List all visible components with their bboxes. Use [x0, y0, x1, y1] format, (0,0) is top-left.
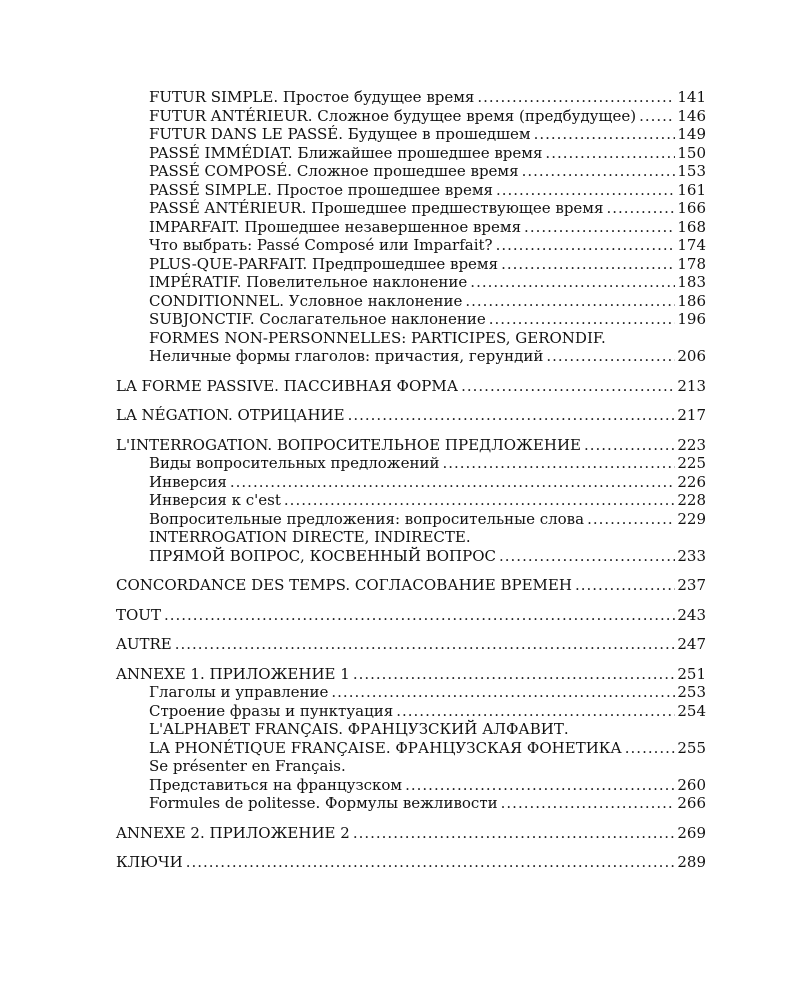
toc-section-entry — [0, 635, 800, 654]
toc-dot-leader — [522, 162, 676, 181]
toc-dot-leader — [353, 824, 676, 843]
toc-dot-leader — [442, 454, 675, 473]
toc-entry-title: Formules de politesse. Формулы вежливости — [149, 794, 498, 812]
toc-entry-title: Неличные формы глаголов: причастия, герундий — [149, 347, 544, 365]
toc-entry-title: SUBJONCTIF. Сослагательное наклонение — [149, 310, 486, 328]
toc-subsection-entry — [0, 292, 800, 311]
toc-page-number: 217 — [677, 406, 706, 424]
toc-subsection-entry — [0, 739, 800, 758]
toc-subsection-entry — [0, 757, 800, 776]
toc-subsection-entry — [0, 107, 800, 126]
toc-subsection-entry — [0, 347, 800, 366]
toc-entry-title: КЛЮЧИ — [116, 853, 183, 871]
toc-subsection-entry — [0, 473, 800, 492]
toc-dot-leader — [353, 665, 676, 684]
toc-dot-leader — [575, 576, 675, 595]
toc-subsection-entry — [0, 236, 800, 255]
toc-section-entry — [0, 665, 800, 684]
toc-page-number: 149 — [677, 125, 706, 143]
toc-dot-leader — [477, 88, 675, 107]
toc-entry-title: CONDITIONNEL. Условное наклонение — [149, 291, 463, 310]
toc-entry-title: IMPARFAIT. Прошедшее незавершенное время — [149, 217, 522, 236]
toc-page-number: 168 — [677, 217, 706, 236]
toc-page-number: 161 — [677, 180, 706, 199]
toc-section-entry — [0, 606, 800, 625]
toc-subsection-entry — [0, 720, 800, 739]
toc-subsection-entry — [0, 794, 800, 813]
toc-entry-title: CONCORDANCE DES TEMPS. СОГЛАСОВАНИЕ ВРЕМЕН — [116, 576, 572, 594]
toc-subsection-entry — [0, 199, 800, 218]
toc-entry-title: LA PHONÉTIQUE FRANÇAISE. ФРАНЦУЗСКАЯ ФОНЕТИКА — [149, 738, 622, 757]
toc-page-number: 196 — [677, 310, 706, 328]
toc-page-number: 251 — [677, 664, 706, 683]
toc-page-number: 223 — [677, 435, 706, 454]
toc-page-number: 260 — [677, 775, 706, 794]
toc-subsection-entry — [0, 218, 800, 237]
toc-subsection-entry — [0, 273, 800, 292]
toc-section-entry — [0, 436, 800, 455]
toc-dot-leader — [396, 702, 675, 721]
toc-subsection-entry — [0, 491, 800, 510]
toc-dot-leader — [524, 218, 675, 237]
toc-page-number: 233 — [677, 546, 706, 565]
table-of-contents — [0, 88, 800, 872]
toc-entry-title: ANNEXE 2. ПРИЛОЖЕНИЕ 2 — [116, 823, 350, 842]
toc-entry-title: INTERROGATION DIRECTE, INDIRECTE. — [149, 528, 471, 546]
toc-page-number: 146 — [677, 106, 706, 125]
toc-page-number: 178 — [677, 254, 706, 273]
toc-entry-title: Вопросительные предложения: вопросительные слова — [149, 509, 585, 528]
toc-entry-title: Что выбрать: Passé Composé или Imparfait? — [149, 236, 493, 254]
toc-dot-leader — [164, 606, 675, 625]
toc-entry-title: L'ALPHABET FRANÇAIS. ФРАНЦУЗСКИЙ АЛФАВИТ. — [149, 720, 569, 738]
toc-subsection-entry — [0, 702, 800, 721]
toc-entry-title: L'INTERROGATION. ВОПРОСИТЕЛЬНОЕ ПРЕДЛОЖЕНИЕ — [116, 435, 581, 454]
toc-page-number: 289 — [677, 853, 706, 871]
toc-entry-title: Se présenter en Français. — [149, 757, 346, 775]
toc-page-number: 174 — [677, 236, 706, 254]
toc-dot-leader — [501, 794, 676, 813]
toc-entry-title: ПРЯМОЙ ВОПРОС, КОСВЕННЫЙ ВОПРОС — [149, 546, 496, 565]
toc-page-number: 269 — [677, 823, 706, 842]
toc-dot-leader — [587, 510, 675, 529]
toc-entry-title: LA FORME PASSIVE. ПАССИВНАЯ ФОРМА — [116, 376, 459, 395]
toc-entry-title: PLUS-QUE-PARFAIT. Предпрошедшее время — [149, 254, 499, 273]
toc-page-number: 266 — [677, 794, 706, 812]
toc-dot-leader — [625, 739, 676, 758]
toc-page-number: 226 — [677, 472, 706, 491]
toc-subsection-entry — [0, 329, 800, 348]
toc-page-number: 166 — [677, 199, 706, 217]
toc-section-entry — [0, 377, 800, 396]
toc-dot-leader — [489, 310, 676, 329]
toc-page-number: 213 — [677, 376, 706, 395]
toc-entry-title: PASSÉ SIMPLE. Простое прошедшее время — [149, 180, 493, 199]
toc-entry-title: PASSÉ IMMÉDIAT. Ближайшее прошедшее время — [149, 143, 543, 162]
toc-entry-title: ANNEXE 1. ПРИЛОЖЕНИЕ 1 — [116, 664, 350, 683]
toc-page-number: 150 — [677, 143, 706, 162]
toc-dot-leader — [501, 255, 675, 274]
toc-page-number: 229 — [677, 509, 706, 528]
toc-entry-title: FUTUR SIMPLE. Простое будущее время — [149, 88, 475, 106]
toc-entry-title: FORMES NON-PERSONNELLES: PARTICIPES, GERONDIF. — [149, 328, 606, 347]
toc-subsection-entry — [0, 255, 800, 274]
toc-dot-leader — [534, 125, 676, 144]
toc-entry-title: Строение фразы и пунктуация — [149, 701, 394, 720]
toc-subsection-entry — [0, 454, 800, 473]
toc-entry-title: IMPÉRATIF. Повелительное наклонение — [149, 273, 468, 291]
toc-page-number: 247 — [677, 635, 706, 653]
toc-section-entry — [0, 406, 800, 425]
toc-subsection-entry — [0, 776, 800, 795]
toc-dot-leader — [639, 107, 675, 126]
toc-subsection-entry — [0, 547, 800, 566]
toc-page-number: 228 — [677, 491, 706, 509]
toc-entry-title: PASSÉ COMPOSÉ. Сложное прошедшее время — [149, 162, 519, 180]
toc-subsection-entry — [0, 144, 800, 163]
toc-dot-leader — [175, 635, 676, 654]
toc-section-entry — [0, 576, 800, 595]
toc-page-number: 153 — [677, 162, 706, 180]
toc-dot-leader — [584, 436, 675, 455]
toc-section-entry — [0, 824, 800, 843]
toc-dot-leader — [331, 683, 675, 702]
toc-subsection-entry — [0, 510, 800, 529]
toc-dot-leader — [496, 236, 676, 255]
toc-dot-leader — [461, 377, 675, 396]
toc-section-entry — [0, 853, 800, 872]
toc-entry-title: Глаголы и управление — [149, 683, 329, 701]
toc-page-number: 141 — [677, 88, 706, 106]
toc-page-number: 254 — [677, 701, 706, 720]
toc-page-number: 225 — [677, 454, 706, 472]
toc-page-number: 253 — [677, 683, 706, 701]
toc-subsection-entry — [0, 88, 800, 107]
toc-entry-title: Инверсия к c'est — [149, 491, 281, 509]
toc-entry-title: LA NÉGATION. ОТРИЦАНИЕ — [116, 406, 345, 424]
toc-entry-title: Представиться на французском — [149, 775, 403, 794]
toc-entry-title: TOUT — [116, 605, 161, 624]
toc-subsection-entry — [0, 683, 800, 702]
toc-subsection-entry — [0, 125, 800, 144]
toc-subsection-entry — [0, 162, 800, 181]
toc-dot-leader — [470, 273, 675, 292]
toc-dot-leader — [230, 473, 675, 492]
toc-page-number: 206 — [677, 347, 706, 365]
toc-dot-leader — [186, 853, 676, 872]
toc-dot-leader — [499, 547, 675, 566]
toc-page-number: 183 — [677, 273, 706, 291]
toc-dot-leader — [348, 406, 676, 425]
toc-subsection-entry — [0, 528, 800, 547]
toc-page-number: 237 — [677, 576, 706, 594]
toc-entry-title: Инверсия — [149, 472, 227, 491]
toc-dot-leader — [606, 199, 675, 218]
toc-page-number: 243 — [677, 605, 706, 624]
toc-subsection-entry — [0, 310, 800, 329]
toc-entry-title: PASSÉ ANTÉRIEUR. Прошедшее предшествующее время — [149, 199, 604, 217]
toc-entry-title: FUTUR ANTÉRIEUR. Сложное будущее время (предбудущее) — [149, 106, 637, 125]
toc-dot-leader — [284, 491, 675, 510]
toc-dot-leader — [496, 181, 675, 200]
toc-dot-leader — [405, 776, 675, 795]
toc-page-number: 186 — [677, 291, 706, 310]
toc-dot-leader — [545, 144, 675, 163]
toc-entry-title: FUTUR DANS LE PASSÉ. Будущее в прошедшем — [149, 125, 531, 143]
toc-entry-title: AUTRE — [116, 635, 172, 653]
toc-dot-leader — [546, 347, 675, 366]
toc-page-number: 255 — [677, 738, 706, 757]
toc-subsection-entry — [0, 181, 800, 200]
toc-entry-title: Виды вопросительных предложений — [149, 454, 440, 472]
toc-dot-leader — [465, 292, 675, 311]
